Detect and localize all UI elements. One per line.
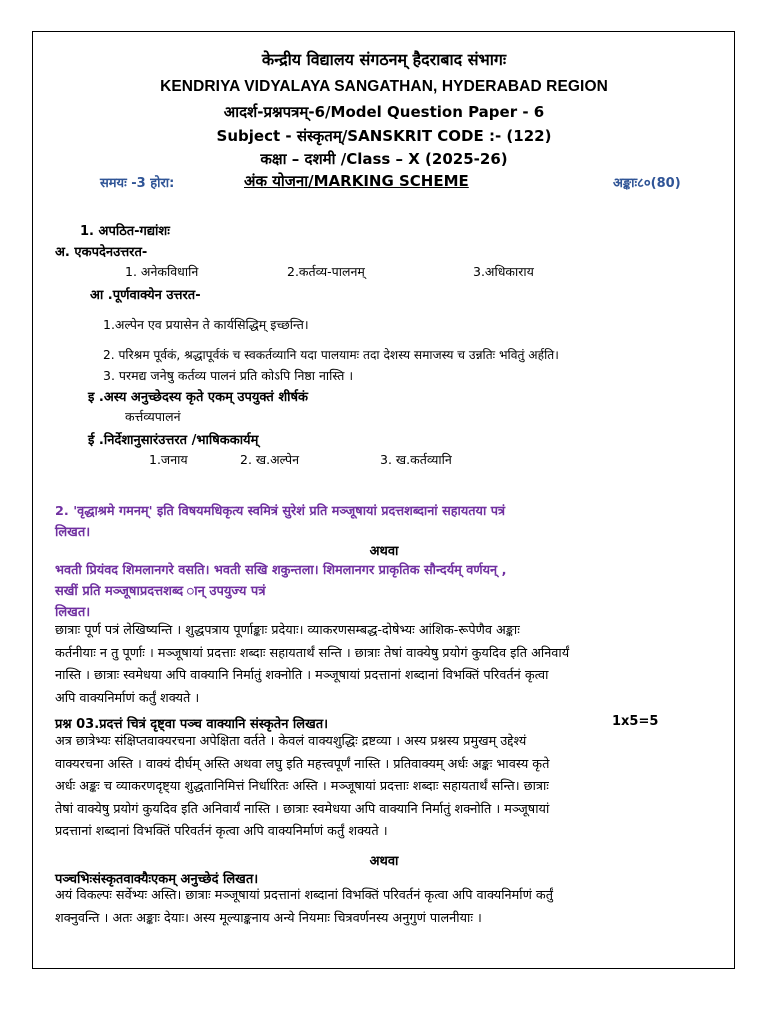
q3-body-line: वाक्यरचना अस्ति । वाक्यं दीर्घम् अस्ति अथवा लघु इति महत्त्वपूर्णं नास्ति । प्रतिवाक्यम् अर्धः अङ्कः भावस्य कृते bbox=[55, 756, 550, 772]
q3-body-line: तेषां वाक्येषु प्रयोगं कुयदिव इति अनिवार्यं नास्ति । छात्राः स्वमेधया अपि वाक्यानि निर्मातुं शक्नोति । मञ्जूषायां bbox=[55, 801, 550, 817]
q3-marking-paragraph bbox=[55, 731, 549, 844]
q3-title: प्रश्न 03.प्रदत्तं चित्रं दृष्ट्वा पञ्च वाक्यानि संस्कृतेन लिखत। bbox=[55, 717, 329, 732]
header-hindi: केन्द्रीय विद्यालय संगठनम् हैदराबाद संभागः bbox=[261, 50, 507, 69]
q1-a-answer-3: 3.अधिकाराय bbox=[473, 264, 534, 279]
header-paper: आदर्श-प्रश्नपत्रम्-6/Model Question Paper - 6 bbox=[223, 103, 545, 121]
q2-body-line: अपि वाक्यनिर्माणं कर्तुं शक्यते । bbox=[55, 690, 200, 706]
q2-body-line: कर्तनीयाः न तु पूर्णाः । मञ्जूषायां प्रदत्ताः शब्दाः सहायतार्थं सन्ति । छात्राः तेषां वाक्येषु प्रयोगं कुयदिव इति अनिवार्यं bbox=[55, 645, 570, 661]
q1-ii-answer-2: 2. ख.अल्पेन bbox=[240, 452, 300, 467]
q3-alt-body-line: अयं विकल्पः सर्वेभ्यः अस्ति। छात्राः मञ्जूषायां प्रदत्तानां शब्दानां विभक्तिं परिवर्तनं कृत्वा अपि वाक्यनिर्माणं कर्तुं bbox=[55, 888, 554, 903]
header-english: KENDRIYA VIDYALAYA SANGATHAN, HYDERABAD REGION bbox=[160, 78, 608, 95]
q2-or: अथवा bbox=[369, 544, 399, 559]
q2-body-line: छात्राः पूर्ण पत्रं लेखिष्यन्ति । शुद्धपत्राय पूर्णाङ्काः प्रदेयाः। व्याकरणसम्बद्ध-दोषेभ्यः आंशिक-रूपेणैव अङ्काः bbox=[55, 623, 520, 638]
time-label: समयः -3 होरा: bbox=[100, 176, 175, 191]
header-subject: Subject - संस्कृतम्/SANSKRIT CODE :- (122) bbox=[216, 127, 552, 145]
q2-body-line: नास्ति । छात्राः स्वमेधया अपि वाक्यानि निर्मातुं शक्नोति । मञ्जूषायां प्रदत्तानां शब्दानां विभक्तिं परिवर्तनं कृत्वा bbox=[55, 668, 549, 684]
q2-line-1: 2. 'वृद्धाश्रमे गमनम्' इति विषयमधिकृत्य स्वमित्रं सुरेशं प्रति मञ्जूषायां प्रदत्तशब्दानां सहायतया पत्रं bbox=[55, 504, 506, 519]
q3-body-line: प्रदत्तानां शब्दानां विभक्तिं परिवर्तनं कृत्वा अपि वाक्यनिर्माणं कर्तुं शक्यते । bbox=[55, 824, 388, 840]
marks-total: अङ्काः८०(80) bbox=[613, 176, 681, 191]
q1-a-heading: अ. एकपदेनउत्तरत- bbox=[55, 245, 148, 260]
q2-alt-line-2: सखीं प्रति मञ्जूषाप्रदत्तशब्द ान् उपयुज्य पत्रं bbox=[55, 584, 266, 599]
q3-or: अथवा bbox=[369, 854, 399, 869]
q1-aa-heading: आ .पूर्णवाक्येन उत्तरत- bbox=[90, 288, 201, 303]
q1-title: 1. अपठित-गद्यांशः bbox=[80, 224, 170, 239]
q1-i-heading: इ .अस्य अनुच्छेदस्य कृते एकम् उपयुक्तं शीर्षकं bbox=[88, 390, 309, 405]
q3-alt-paragraph bbox=[55, 885, 553, 930]
q3-alt-body-line: शक्नुवन्ति । अतः अङ्काः देयाः। अस्य मूल्याङ्कनाय अन्ये नियमाः चित्रवर्णनस्य अनुगुणं पालनीयाः । bbox=[55, 910, 482, 926]
q3-body-line: अत्र छात्रेभ्यः संक्षिप्तवाक्यरचना अपेक्षिता वर्तते । केवलं वाक्यशुद्धिः द्रष्टव्या । अस्य प्रश्नस्य प्रमुखम् उद्देश्यं bbox=[55, 734, 527, 749]
q3-body-line: अर्धः अङ्कः च व्याकरणदृष्ट्या शुद्धतानिमित्तं निर्धारितः अस्ति । मञ्जूषायां प्रदत्ताः शब्दाः सहायतार्थं सन्ति। छात्राः bbox=[55, 779, 549, 795]
q2-alt-line-1: भवती प्रियंवद शिमलानगरे वसति। भवती सखि शकुन्तला। शिमलानगर प्राकृतिक सौन्दर्यम् वर्णयन् , bbox=[55, 563, 507, 578]
q1-a-answer-2: 2.कर्तव्य-पालनम् bbox=[287, 264, 365, 279]
q2-marking-paragraph bbox=[55, 620, 569, 710]
scheme-title: अंक योजना/MARKING SCHEME bbox=[244, 172, 469, 190]
q1-ii-heading: ई .निर्देशानुसारंउत्तरत /भाषिककार्यम् bbox=[88, 433, 259, 448]
q1-i-answer: कर्त्तव्यपालनं bbox=[125, 409, 181, 424]
q2-line-2: लिखत। bbox=[55, 525, 91, 540]
q3-marks: 1x5=5 bbox=[612, 714, 659, 729]
q1-ii-answer-1: 1.जनाय bbox=[149, 452, 188, 467]
q1-ii-answer-3: 3. ख.कर्तव्यानि bbox=[380, 452, 452, 467]
q3-alt-title: पञ्चभिःसंस्कृतवाक्यैःएकम् अनुच्छेदं लिखत। bbox=[55, 872, 259, 887]
q1-aa-answer-2: 2. परिश्रम पूर्वकं, श्रद्धापूर्वकं च स्वकर्तव्यानि यदा पालयामः तदा देशस्य समाजस्य च उन्नतिः भवितुं अर्हति। bbox=[103, 348, 559, 362]
q2-alt-line-3: लिखत। bbox=[55, 605, 91, 620]
q1-a-answer-1: 1. अनेकविधानि bbox=[125, 264, 199, 279]
q1-aa-answer-3: 3. परमद्य जनेषु कर्तव्य पालनं प्रति कोऽपि निष्ठा नास्ति । bbox=[103, 368, 354, 383]
header-class: कक्षा – दशमी /Class – X (2025-26) bbox=[260, 150, 508, 168]
q1-aa-answer-1: 1.अल्पेन एव प्रयासेन ते कार्यसिद्धिम् इच्छन्ति। bbox=[103, 317, 309, 332]
